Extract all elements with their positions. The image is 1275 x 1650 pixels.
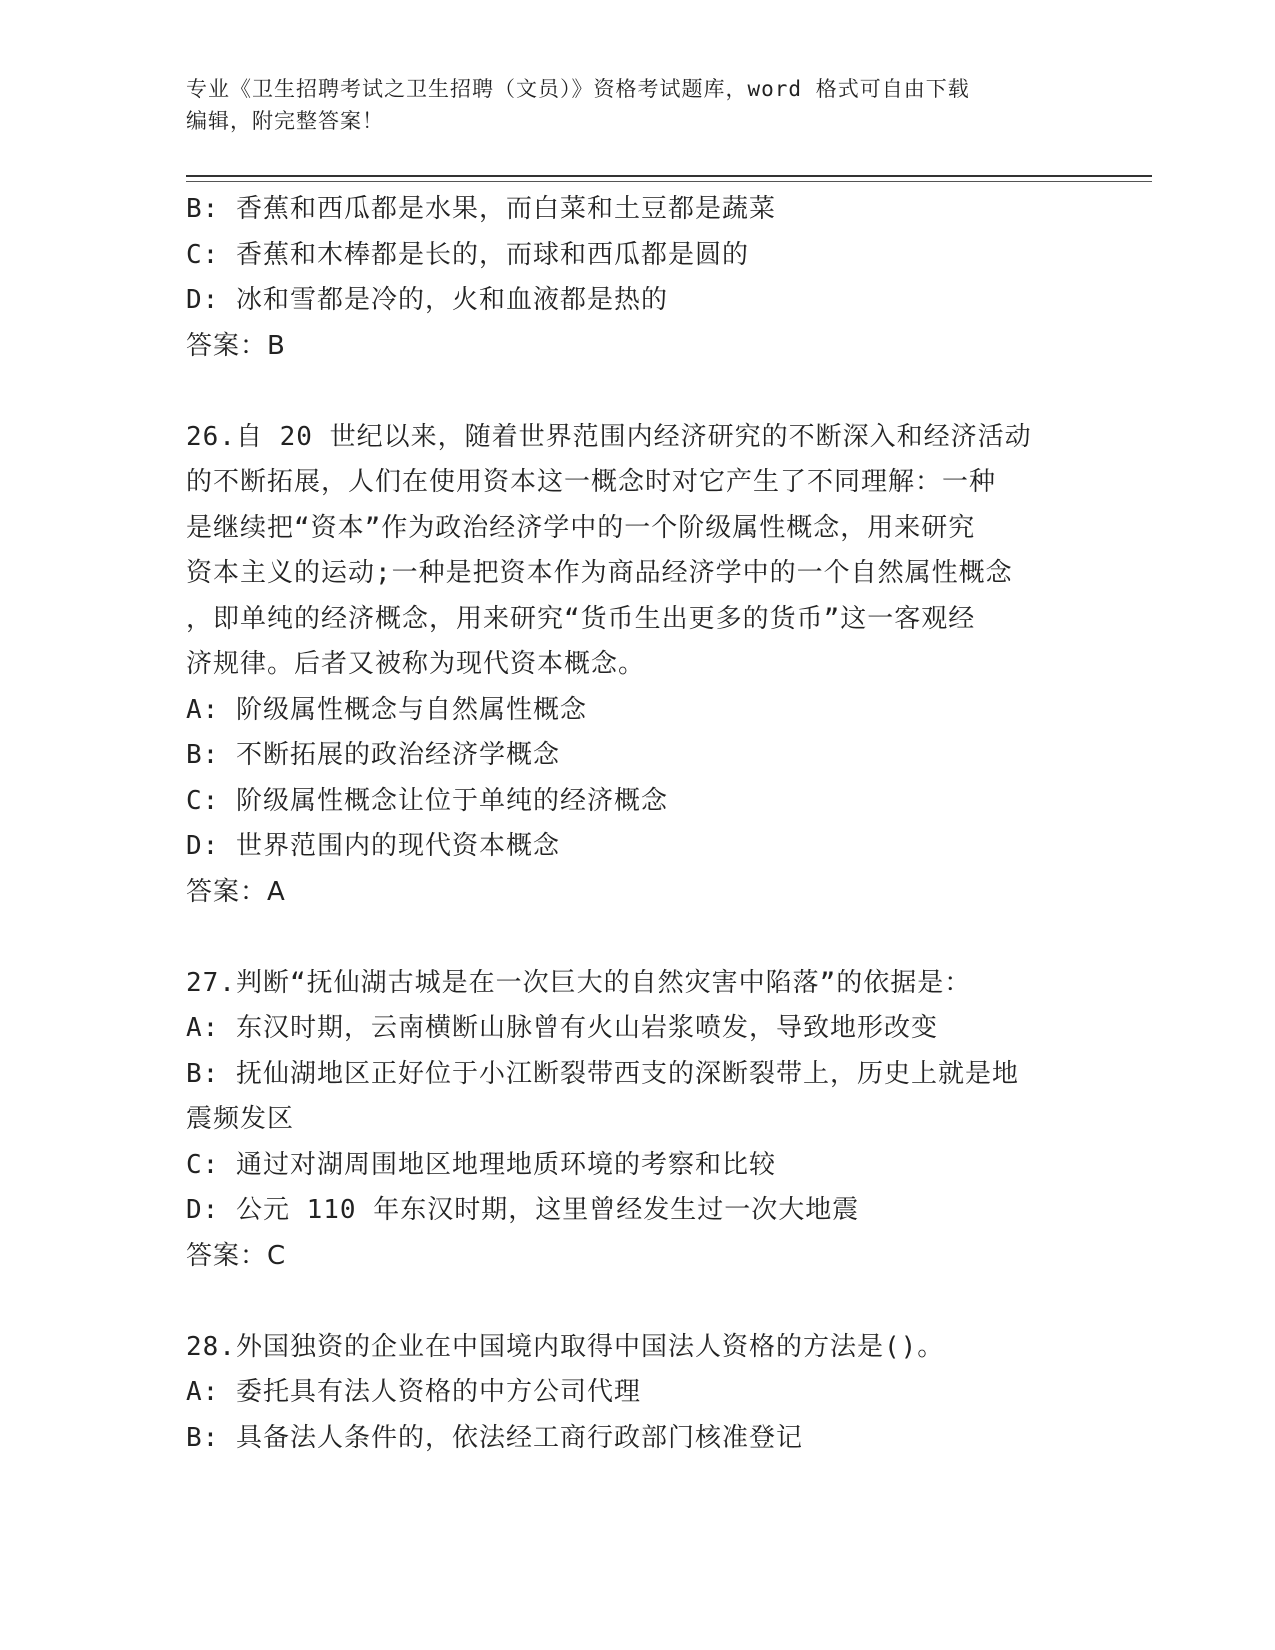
header-line-1: 专业《卫生招聘考试之卫生招聘（文员）》资格考试题库，word 格式可自由下载 [186,77,970,101]
q26-option-a: A: 阶级属性概念与自然属性概念 [186,694,587,725]
question-27 [186,961,1086,1280]
q27-option-d: D: 公元 110 年东汉时期，这里曾经发生过一次大地震 [186,1195,860,1225]
q27-option-a: A: 东汉时期，云南横断山脉曾有火山岩浆喷发，导致地形改变 [186,1013,938,1043]
q26-stem-line: 是继续把“资本”作为政治经济学中的一个阶级属性概念，用来研究 [186,512,976,543]
q25-answer: 答案：B [186,330,286,361]
q28-stem: 28.外国独资的企业在中国境内取得中国法人资格的方法是()。 [186,1331,945,1362]
spacer [186,369,1086,415]
q26-option-c: C: 阶级属性概念让位于单纯的经济概念 [186,785,668,816]
spacer [186,1279,1086,1325]
question-28 [186,1325,1086,1462]
question-body [186,187,1086,1461]
q27-option-c: C: 通过对湖周围地区地理地质环境的考察和比较 [186,1149,776,1180]
document-header [186,73,1066,137]
q28-option-a: A: 委托具有法人资格的中方公司代理 [186,1377,641,1407]
q27-stem: 27.判断“抚仙湖古城是在一次巨大的自然灾害中陷落”的依据是： [186,967,972,998]
q26-stem-line: ，即单纯的经济概念，用来研究“货币生出更多的货币”这一客观经 [186,603,976,634]
q26-stem-line: 资本主义的运动;一种是把资本作为商品经济学中的一个自然属性概念 [186,558,1013,588]
header-divider-thick [186,175,1152,177]
q27-answer: 答案：C [186,1240,287,1271]
q25-option-b: B: 香蕉和西瓜都是水果，而白菜和土豆都是蔬菜 [186,194,776,224]
question-26 [186,415,1086,916]
q26-option-b: B: 不断拓展的政治经济学概念 [186,740,560,770]
q26-option-d: D: 世界范围内的现代资本概念 [186,831,560,861]
spacer [186,915,1086,961]
q26-stem-line: 济规律。后者又被称为现代资本概念。 [186,649,646,679]
q25-option-d: D: 冰和雪都是冷的，火和血液都是热的 [186,285,668,315]
q27-option-b-line-1: B: 抚仙湖地区正好位于小江断裂带西支的深断裂带上，历史上就是地 [186,1058,1019,1089]
q26-stem-line: 的不断拓展，人们在使用资本这一概念时对它产生了不同理解：一种 [186,467,997,497]
q25-option-c: C: 香蕉和木棒都是长的，而球和西瓜都是圆的 [186,239,749,270]
q27-option-b-line-2: 震频发区 [186,1104,295,1134]
q28-option-b: B: 具备法人条件的，依法经工商行政部门核准登记 [186,1422,803,1453]
q26-stem-line: 26.自 20 世纪以来，随着世界范围内经济研究的不断深入和经济活动 [186,421,1032,452]
header-divider-thin [186,181,1152,182]
header-line-2: 编辑，附完整答案！ [186,109,384,133]
question-25 [186,187,1086,369]
q26-answer: 答案：A [186,876,286,907]
